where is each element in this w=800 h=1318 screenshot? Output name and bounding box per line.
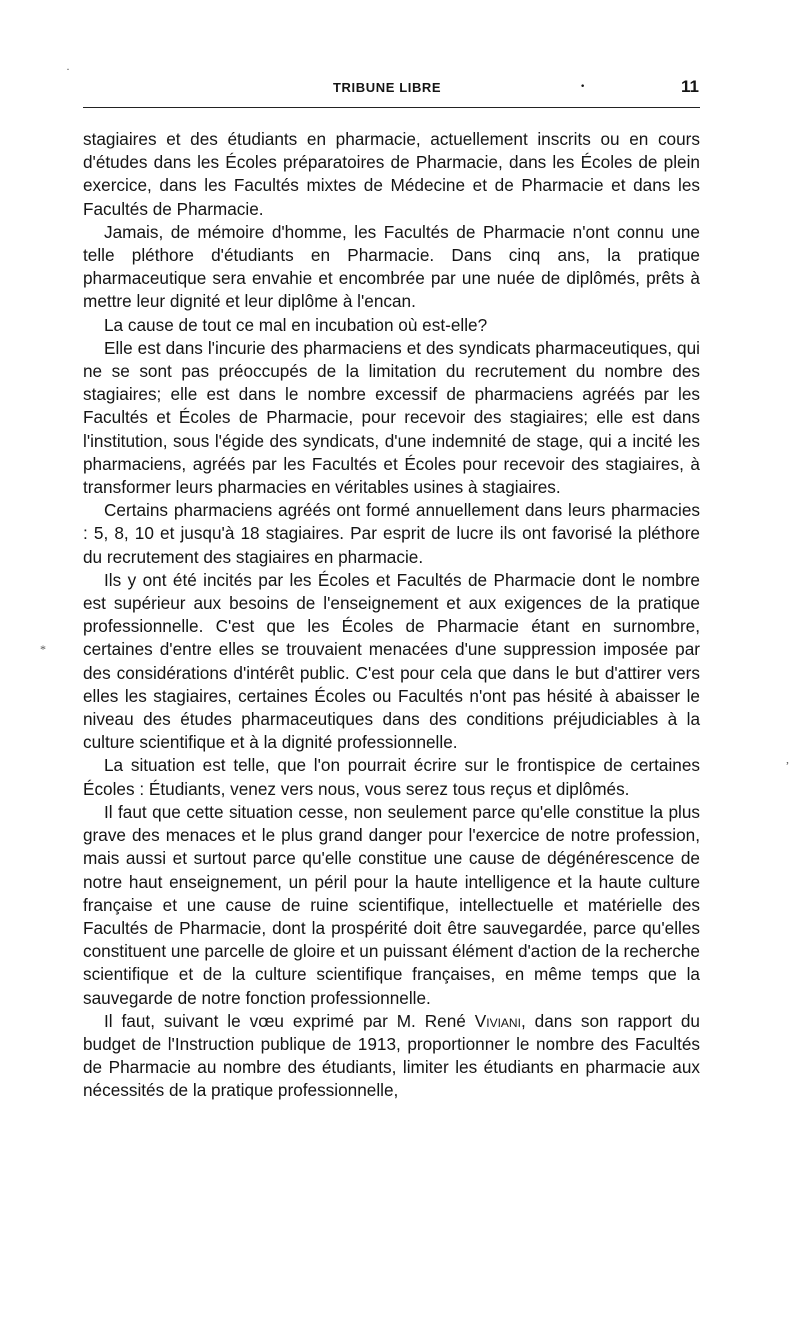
margin-dot-mark: · bbox=[66, 62, 70, 76]
paragraph-1: stagiaires et des étudiants en pharmacie, actuellement inscrits ou en cours d'études dans les Écoles préparatoires de Pharmacie, dans les Écoles de plein exercice, dans les Facultés mixtes de Médecine et de Pharmacie et dans les Facultés de Pharmacie. bbox=[83, 129, 700, 219]
paragraph-9-start: Il faut, suivant le vœu exprimé par M. René bbox=[104, 1010, 475, 1031]
header-rule bbox=[83, 107, 700, 108]
margin-asterisk-mark: * bbox=[40, 642, 46, 656]
paragraph-6: Ils y ont été incités par les Écoles et Facultés de Pharmacie dont le nombre est supérieur aux besoins de l'enseignement et aux exigences de la pratique professionnelle. C'est que les Écoles de Pharmacie étant en surnombre, certaines d'entre elles se trouvaient menacées d'une suppression imposée par des considérations d'intérêt public. C'est pour cela que dans le but d'attirer vers elles les stagiaires, certaines Écoles ou Facultés n'ont pas hésité à abaisser le niveau des études pharmaceutiques dans des conditions préjudiciables à la culture scientifique et à la dignité professionnelle. bbox=[83, 569, 700, 753]
paragraph-9 bbox=[83, 1010, 700, 1103]
running-title: TRIBUNE LIBRE bbox=[333, 80, 442, 95]
margin-comma-mark: , bbox=[786, 752, 789, 766]
paragraph-3: La cause de tout ce mal en incubation où est-elle? bbox=[104, 314, 488, 335]
paragraph-9-end: , dans son rapport du budget de l'Instruction publique de 1913, proportionner le nombre des Facultés de Pharmacie au nombre des étudiants, limiter les étudiants en pharmacie aux nécessités de la pratique professionnelle, bbox=[83, 1010, 700, 1101]
page-header bbox=[83, 78, 703, 102]
page-number: 11 bbox=[681, 77, 699, 96]
person-name: Viviani bbox=[474, 1010, 521, 1031]
paragraph-8: Il faut que cette situation cesse, non seulement parce qu'elle constitue la plus grave des menaces et le plus grand danger pour l'exercice de notre profession, mais aussi et surtout parce qu'elle constitue une cause de dégénérescence de notre haut enseignement, un péril pour la haute intelligence et la haute culture française et une cause de ruine scientifique, intellectuelle et matérielle des Facultés de Pharmacie, dont la prospérité doit être sauvegardée, parce qu'elles constituent une parcelle de gloire et un puissant élément d'action de la recherche scientifique et de la culture scientifique françaises, en même temps que la sauvegarde de notre fonction professionnelle. bbox=[83, 801, 700, 1008]
paragraph-4: Elle est dans l'incurie des pharmaciens et des syndicats pharmaceutiques, qui ne se sont pas préoccupés de la limitation du recrutement du nombre des stagiaires; elle est dans le nombre excessif de pharmaciens agréés par les Facultés et Écoles de Pharmacie, pour recevoir des stagiaires; elle est dans l'institution, sous l'égide des syndicats, d'une indemnité de stage, qui a incité les pharmaciens, agréés par les Facultés et Écoles pour recevoir des stagiaires, à transformer leurs pharmacies en véritables usines à stagiaires. bbox=[83, 337, 700, 498]
paragraph-2: Jamais, de mémoire d'homme, les Facultés de Pharmacie n'ont connu une telle pléthore d'étudiants en Pharmacie. Dans cinq ans, la pratique pharmaceutique sera envahie et encombrée par une nuée de diplômés, prêts à mettre leur dignité et leur diplôme à l'encan. bbox=[83, 221, 700, 312]
body-text bbox=[83, 128, 700, 1103]
header-dot: · bbox=[580, 78, 586, 95]
paragraph-7: La situation est telle, que l'on pourrait écrire sur le frontispice de certaines Écoles : Étudiants, venez vers nous, vous serez tous reçus et diplômés. bbox=[83, 755, 700, 799]
paragraph-5: Certains pharmaciens agréés ont formé annuellement dans leurs pharmacies : 5, 8, 10 et jusqu'à 18 stagiaires. Par esprit de lucre ils ont favorisé la pléthore du recrutement des stagiaires en pharmacie. bbox=[83, 500, 700, 567]
